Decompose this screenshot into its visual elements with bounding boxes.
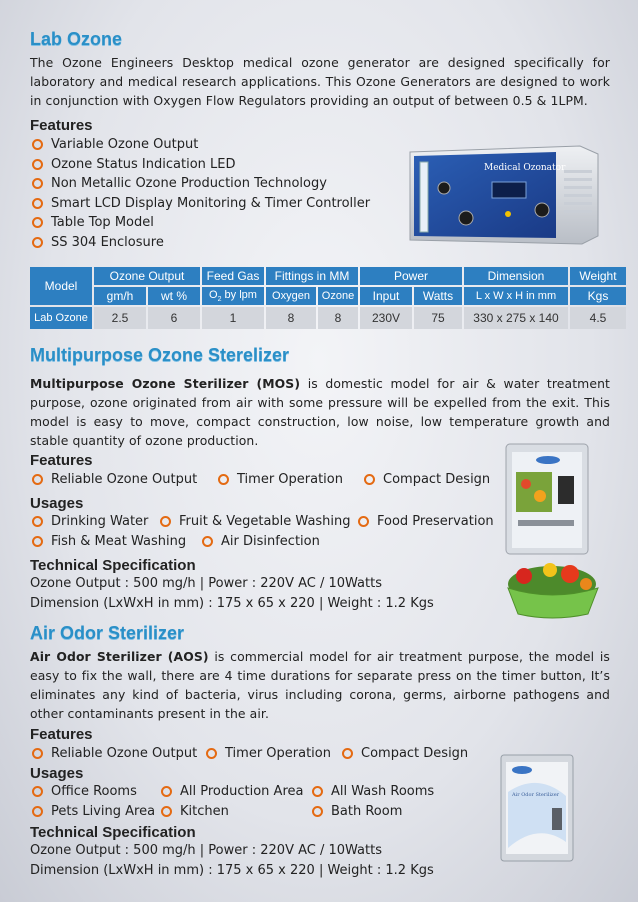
table-cell: Lab Ozone	[30, 307, 92, 329]
th-o2-lpm: $O_2$ by lpm	[202, 287, 264, 305]
aos-section	[30, 622, 610, 723]
lab-spec-table	[28, 265, 628, 331]
bullet-icon	[202, 536, 213, 547]
bullet-icon	[32, 178, 43, 189]
table-cell: 8	[318, 307, 358, 329]
th-ozone-output: Ozone Output	[94, 267, 200, 285]
aos-tech-heading: Technical Specification	[30, 824, 196, 841]
list-item: All Wash Rooms	[312, 782, 434, 802]
table-cell: 230V	[360, 307, 412, 329]
bullet-icon	[206, 748, 217, 759]
medical-ozonator-image	[392, 140, 612, 248]
list-item: Timer Operation	[206, 744, 331, 764]
bullet-icon	[32, 217, 43, 228]
list-item: Fish & Meat Washing	[32, 532, 186, 552]
list-item: Drinking Water	[32, 512, 148, 532]
table-cell: 2.5	[94, 307, 146, 329]
list-item: Compact Design	[342, 744, 468, 764]
mos-spec-line-1: Ozone Output : 500 mg/h | Power : 220V AC / 10Watts	[30, 576, 382, 591]
list-item: Non Metallic Ozone Production Technology	[32, 174, 370, 194]
th-kgs: Kgs	[570, 287, 626, 305]
bullet-icon	[32, 786, 43, 797]
th-feed-gas: Feed Gas	[202, 267, 264, 285]
th-wt: wt %	[148, 287, 200, 305]
th-lwh: L x W x H in mm	[464, 287, 568, 305]
lab-spec-table-wrap	[28, 265, 628, 331]
mos-tech-heading: Technical Specification	[30, 557, 196, 574]
aos-device-illustration	[498, 752, 576, 864]
bullet-icon	[32, 516, 43, 527]
lab-features-list	[32, 135, 370, 252]
list-item: All Production Area	[161, 782, 303, 802]
mos-description: Multipurpose Ozone Sterilizer (MOS) is domestic model for air & water treatment purpose, ozone originated from air with some pressure will be expelled from the exit. This model is easy to move, compact construction, low noise, low temperature growth and stable quantity of ozone production.	[30, 376, 610, 448]
th-watts: Watts	[414, 287, 462, 305]
device-label: Medical Ozonator	[484, 163, 566, 173]
list-item: Reliable Ozone Output	[32, 470, 197, 490]
bullet-icon	[161, 806, 172, 817]
mos-device-illustration	[496, 440, 600, 558]
bullet-icon	[160, 516, 171, 527]
mos-device-image	[496, 440, 600, 558]
th-power: Power	[360, 267, 462, 285]
vegetables-basket-illustration	[496, 558, 610, 620]
list-item: Bath Room	[312, 802, 402, 822]
bullet-icon	[32, 806, 43, 817]
aos-spec-line-2: Dimension (LxWxH in mm) : 175 x 65 x 220 | Weight : 1.2 Kgs	[30, 863, 434, 878]
list-item: Food Preservation	[358, 512, 494, 532]
mos-usages-heading: Usages	[30, 495, 84, 512]
table-cell: 8	[266, 307, 316, 329]
aos-features-heading: Features	[30, 726, 93, 743]
mos-section	[30, 344, 610, 450]
bullet-icon	[364, 474, 375, 485]
table-row	[30, 307, 626, 329]
bullet-icon	[32, 159, 43, 170]
lab-ozone-title: Lab Ozone	[30, 29, 123, 49]
bullet-icon	[32, 536, 43, 547]
list-item: Compact Design	[364, 470, 490, 490]
lab-ozone-section	[30, 28, 610, 110]
table-cell: 6	[148, 307, 200, 329]
list-item: Reliable Ozone Output	[32, 744, 197, 764]
mos-features-heading: Features	[30, 452, 93, 469]
table-cell: 330 x 275 x 140	[464, 307, 568, 329]
th-gmh: gm/h	[94, 287, 146, 305]
table-cell: 75	[414, 307, 462, 329]
table-cell: 4.5	[570, 307, 626, 329]
bullet-icon	[342, 748, 353, 759]
th-dimension: Dimension	[464, 267, 568, 285]
bullet-icon	[32, 139, 43, 150]
mos-spec-line-2: Dimension (LxWxH in mm) : 175 x 65 x 220 | Weight : 1.2 Kgs	[30, 596, 434, 611]
list-item: Office Rooms	[32, 782, 137, 802]
bullet-icon	[312, 806, 323, 817]
lab-ozone-description: The Ozone Engineers Desktop medical ozone generator are designed specifically for laboratory and medical research applications. This Ozone Generators are designed to work in conjunction with Oxygen Flow Regulators providing an output of between 0.5 & 1LPM.	[30, 55, 610, 108]
th-model: Model	[30, 267, 92, 305]
list-item: Timer Operation	[218, 470, 343, 490]
list-item: SS 304 Enclosure	[32, 233, 370, 253]
list-item: Fruit & Vegetable Washing	[160, 512, 351, 532]
list-item: Smart LCD Display Monitoring & Timer Controller	[32, 194, 370, 214]
list-item: Air Disinfection	[202, 532, 320, 552]
lab-features-heading: Features	[30, 117, 93, 134]
list-item: Ozone Status Indication LED	[32, 155, 370, 175]
list-item: Table Top Model	[32, 213, 370, 233]
th-ozone: Ozone	[318, 287, 358, 305]
medical-ozonator-illustration	[392, 140, 612, 248]
bullet-icon	[32, 198, 43, 209]
vegetables-basket-image	[496, 558, 610, 620]
bullet-icon	[358, 516, 369, 527]
table-cell: 1	[202, 307, 264, 329]
bullet-icon	[32, 474, 43, 485]
aos-spec-line-1: Ozone Output : 500 mg/h | Power : 220V AC / 10Watts	[30, 843, 382, 858]
list-item: Variable Ozone Output	[32, 135, 370, 155]
bullet-icon	[218, 474, 229, 485]
aos-title: Air Odor Sterilizer	[30, 623, 185, 643]
bullet-icon	[161, 786, 172, 797]
th-fittings: Fittings in MM	[266, 267, 358, 285]
aos-description: Air Odor Sterilizer (AOS) is commercial model for air treatment purpose, the model is easy to fix the wall, there are 4 time durations for separate press on the timer button, It’s eliminates any kind of bacteria, virus including corona, germs, airborne pathogens and other contaminants present in the air.	[30, 649, 610, 721]
aos-device-image	[498, 752, 576, 864]
th-input: Input	[360, 287, 412, 305]
mos-title: Multipurpose Ozone Sterelizer	[30, 345, 290, 365]
aos-device-label: Air Odor Sterilizer	[512, 792, 560, 798]
aos-usages-heading: Usages	[30, 765, 84, 782]
list-item: Kitchen	[161, 802, 229, 822]
th-oxygen: Oxygen	[266, 287, 316, 305]
list-item: Pets Living Area	[32, 802, 155, 822]
bullet-icon	[32, 237, 43, 248]
th-weight: Weight	[570, 267, 626, 285]
bullet-icon	[312, 786, 323, 797]
bullet-icon	[32, 748, 43, 759]
